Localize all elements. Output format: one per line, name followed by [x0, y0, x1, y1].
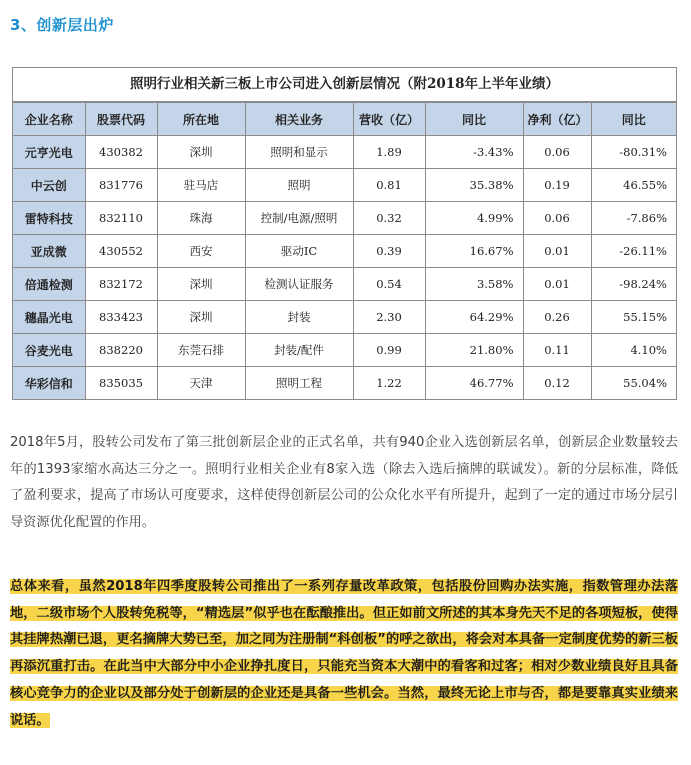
cell-location: 深圳 — [157, 301, 245, 334]
cell-business: 照明 — [245, 169, 353, 202]
cell-profit: 0.06 — [523, 136, 591, 169]
data-table — [13, 102, 676, 399]
cell-code: 832172 — [85, 268, 157, 301]
cell-company: 元亨光电 — [13, 136, 85, 169]
cell-profit-yoy: -80.31% — [591, 136, 676, 169]
cell-revenue: 0.81 — [353, 169, 425, 202]
cell-revenue-yoy: 64.29% — [425, 301, 523, 334]
cell-revenue-yoy: 16.67% — [425, 235, 523, 268]
cell-revenue: 1.89 — [353, 136, 425, 169]
cell-revenue-yoy: 35.38% — [425, 169, 523, 202]
cell-business: 封装/配件 — [245, 334, 353, 367]
cell-company: 亚成微 — [13, 235, 85, 268]
table-row — [13, 202, 676, 235]
cell-revenue-yoy: 21.80% — [425, 334, 523, 367]
cell-location: 深圳 — [157, 136, 245, 169]
section-heading: 3、创新层出炉 — [10, 16, 114, 34]
cell-code: 838220 — [85, 334, 157, 367]
cell-revenue: 0.32 — [353, 202, 425, 235]
table-row — [13, 334, 676, 367]
cell-revenue: 0.54 — [353, 268, 425, 301]
table-header-row — [13, 103, 676, 136]
header-profit: 净利（亿） — [523, 103, 591, 136]
cell-profit-yoy: 4.10% — [591, 334, 676, 367]
cell-revenue-yoy: 4.99% — [425, 202, 523, 235]
header-location: 所在地 — [157, 103, 245, 136]
cell-profit: 0.11 — [523, 334, 591, 367]
cell-profit: 0.19 — [523, 169, 591, 202]
cell-location: 深圳 — [157, 268, 245, 301]
cell-business: 封装 — [245, 301, 353, 334]
cell-company: 中云创 — [13, 169, 85, 202]
cell-company: 华彩信和 — [13, 367, 85, 400]
cell-profit: 0.12 — [523, 367, 591, 400]
cell-company: 谷麦光电 — [13, 334, 85, 367]
cell-revenue-yoy: 3.58% — [425, 268, 523, 301]
cell-business: 驱动IC — [245, 235, 353, 268]
cell-profit: 0.06 — [523, 202, 591, 235]
cell-revenue-yoy: -3.43% — [425, 136, 523, 169]
header-revenue: 营收（亿） — [353, 103, 425, 136]
header-code: 股票代码 — [85, 103, 157, 136]
table-row — [13, 235, 676, 268]
table-row — [13, 301, 676, 334]
table-row — [13, 268, 676, 301]
highlighted-text: 总体来看，虽然2018年四季度股转公司推出了一系列存量改革政策，包括股份回购办法实施，指数管理办法落地，二级市场个人股转免税等，“精选层”似乎也在酝酿推出。但正如前文所述的其本身先天不足的各项短板，使得其挂牌热潮已退，更名摘牌大势已至，加之同为注册制“科创板”的呼之欲出，将会对本具备一定制度优势的新三板再添沉重打击。在此当中大部分中小企业挣扎度日，只能充当资本大潮中的看客和过客；相对少数业绩良好且具备核心竞争力的企业以及部分处于创新层的企业还是具备一些机会。当然，最终无论上市与否，都是要靠真实业绩来说话。 — [10, 579, 678, 728]
cell-profit: 0.01 — [523, 268, 591, 301]
cell-code: 430552 — [85, 235, 157, 268]
cell-company: 倍通检测 — [13, 268, 85, 301]
cell-profit-yoy: 55.15% — [591, 301, 676, 334]
cell-business: 照明工程 — [245, 367, 353, 400]
cell-code: 831776 — [85, 169, 157, 202]
table-row — [13, 367, 676, 400]
cell-revenue: 2.30 — [353, 301, 425, 334]
cell-profit: 0.01 — [523, 235, 591, 268]
highlighted-paragraph — [10, 574, 678, 734]
header-business: 相关业务 — [245, 103, 353, 136]
cell-profit-yoy: 46.55% — [591, 169, 676, 202]
body-paragraph: 2018年5月，股转公司发布了第三批创新层企业的正式名单，共有940企业入选创新层名单，创新层企业数量较去年的1393家缩水高达三分之一。照明行业相关企业有8家入选（除去入选后摘牌的联诚发）。新的分层标准，降低了盈利要求，提高了市场认可度要求，这样使得创新层公司的公众化水平有所提升，起到了一定的通过市场分层引导资源优化配置的作用。 — [10, 435, 678, 530]
cell-profit: 0.26 — [523, 301, 591, 334]
cell-profit-yoy: -98.24% — [591, 268, 676, 301]
cell-location: 珠海 — [157, 202, 245, 235]
cell-revenue: 0.99 — [353, 334, 425, 367]
cell-profit-yoy: -26.11% — [591, 235, 676, 268]
cell-location: 西安 — [157, 235, 245, 268]
company-table — [12, 67, 677, 400]
cell-location: 天津 — [157, 367, 245, 400]
cell-business: 照明和显示 — [245, 136, 353, 169]
cell-company: 雷特科技 — [13, 202, 85, 235]
header-profit-yoy: 同比 — [591, 103, 676, 136]
cell-business: 控制/电源/照明 — [245, 202, 353, 235]
cell-profit-yoy: 55.04% — [591, 367, 676, 400]
cell-revenue: 1.22 — [353, 367, 425, 400]
header-company: 企业名称 — [13, 103, 85, 136]
cell-business: 检测认证服务 — [245, 268, 353, 301]
cell-code: 833423 — [85, 301, 157, 334]
cell-code: 835035 — [85, 367, 157, 400]
header-revenue-yoy: 同比 — [425, 103, 523, 136]
cell-company: 穗晶光电 — [13, 301, 85, 334]
cell-revenue: 0.39 — [353, 235, 425, 268]
cell-code: 430382 — [85, 136, 157, 169]
table-row — [13, 136, 676, 169]
cell-revenue-yoy: 46.77% — [425, 367, 523, 400]
cell-code: 832110 — [85, 202, 157, 235]
table-title: 照明行业相关新三板上市公司进入创新层情况（附2018年上半年业绩） — [13, 68, 676, 102]
cell-location: 东莞石排 — [157, 334, 245, 367]
table-row — [13, 169, 676, 202]
cell-location: 驻马店 — [157, 169, 245, 202]
cell-profit-yoy: -7.86% — [591, 202, 676, 235]
